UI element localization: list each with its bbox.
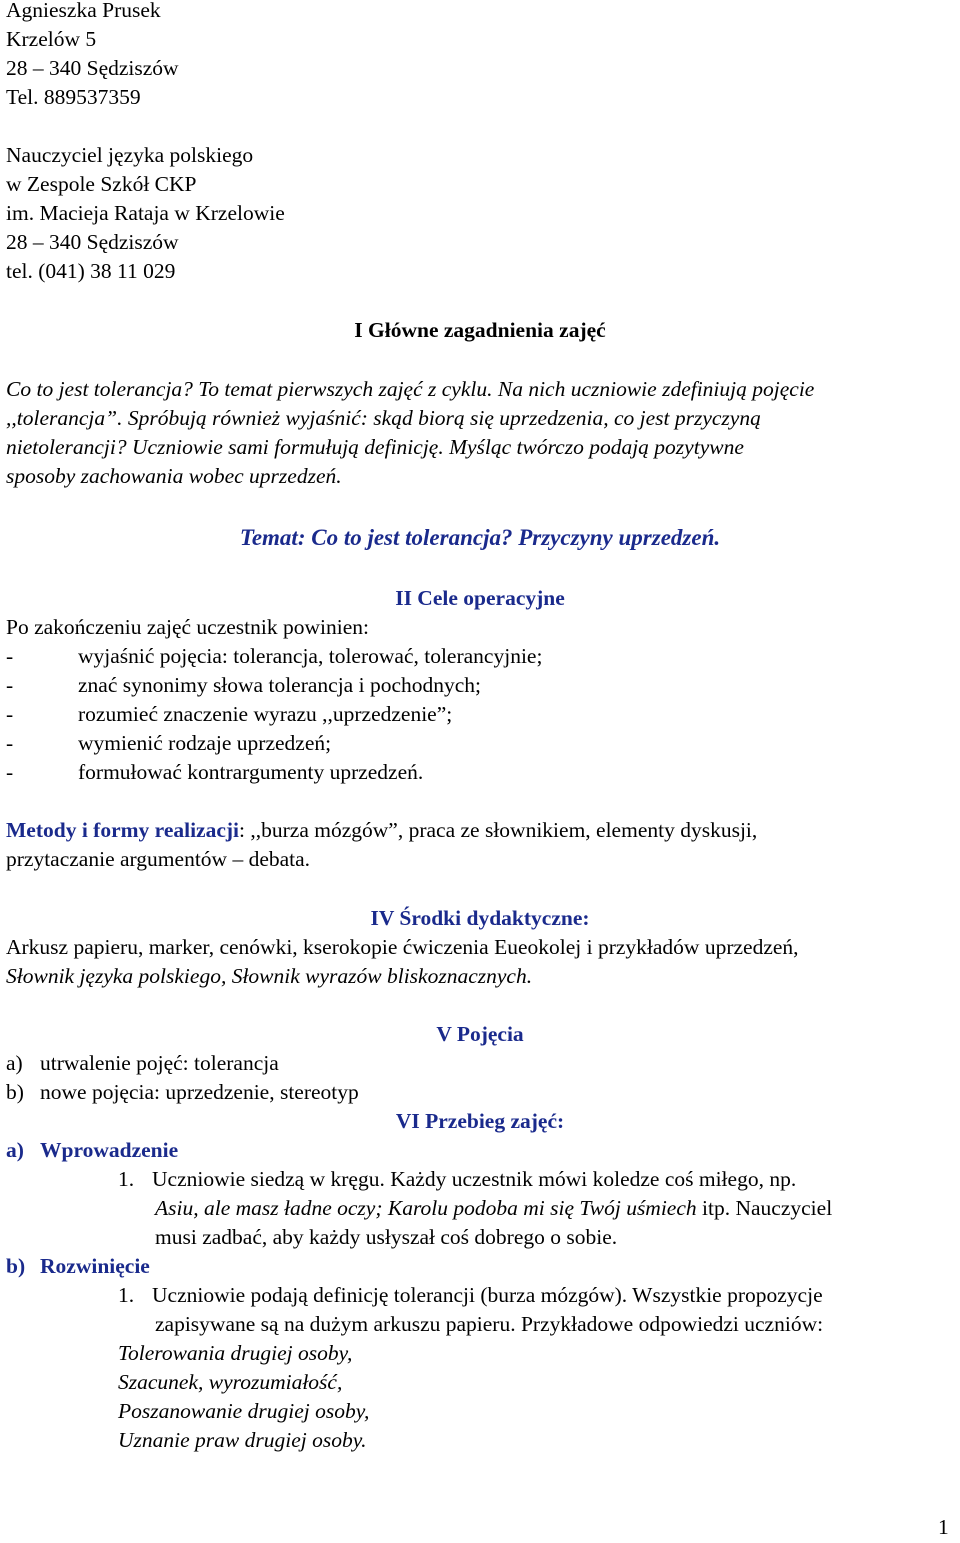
stage-b-item-1 xyxy=(118,1281,823,1310)
page-number: 1 xyxy=(938,1515,949,1539)
dash-bullet: - xyxy=(6,731,14,755)
list-number: 1. xyxy=(118,1283,135,1307)
methods-line-1 xyxy=(6,816,757,845)
section-1-heading: I Główne zagadnienia zajęć xyxy=(354,318,606,342)
stage-b-item-1-line-2: zapisywane są na dużym arkuszu papieru. Przykładowe odpowiedzi uczniów: xyxy=(155,1312,824,1336)
institution-line-2: w Zespole Szkół CKP xyxy=(6,172,197,196)
author-name: Agnieszka Prusek xyxy=(6,0,161,22)
goal-item xyxy=(6,758,946,787)
stage-b-title: Rozwinięcie xyxy=(40,1254,150,1278)
methods-text: : ,,burza mózgów”, praca ze słownikiem, elementy dyskusji, xyxy=(239,818,758,842)
student-answer: Szacunek, wyrozumiałość, xyxy=(118,1370,343,1394)
goal-item xyxy=(6,642,946,671)
section-1-line-4: sposoby zachowania wobec uprzedzeń. xyxy=(6,464,342,488)
section-4-line-2: Słownik języka polskiego, Słownik wyrazów bliskoznacznych. xyxy=(6,964,533,988)
section-5-heading: V Pojęcia xyxy=(436,1022,524,1046)
dash-bullet: - xyxy=(6,760,14,784)
goal-text: wymienić rodzaje uprzedzeń; xyxy=(78,731,332,755)
lesson-topic: Temat: Co to jest tolerancja? Przyczyny uprzedzeń. xyxy=(239,525,721,550)
section-6-heading: VI Przebieg zajęć: xyxy=(395,1109,565,1133)
stage-a-item-1-line-2 xyxy=(155,1194,832,1223)
author-phone: Tel. 889537359 xyxy=(6,85,141,109)
institution-line-3: im. Macieja Rataja w Krzelowie xyxy=(6,201,285,225)
student-answer: Uznanie praw drugiej osoby. xyxy=(118,1428,367,1452)
list-marker: a) xyxy=(6,1138,24,1162)
section-2-intro: Po zakończeniu zajęć uczestnik powinien: xyxy=(6,615,369,639)
goal-item xyxy=(6,729,946,758)
institution-line-5: tel. (041) 38 11 029 xyxy=(6,259,176,283)
stage-a-item-1-line-2-rest: itp. Nauczyciel xyxy=(696,1196,833,1220)
list-marker: b) xyxy=(6,1254,26,1278)
author-address-1: Krzelów 5 xyxy=(6,27,97,51)
stage-a-item-1 xyxy=(118,1165,796,1194)
list-marker: a) xyxy=(6,1051,23,1075)
stage-b-heading xyxy=(6,1252,150,1281)
goal-item xyxy=(6,700,946,729)
goal-text: formułować kontrargumenty uprzedzeń. xyxy=(78,760,424,784)
stage-a-item-1-line-1: Uczniowie siedzą w kręgu. Każdy uczestnik mówi koledze coś miłego, np. xyxy=(152,1167,797,1191)
dash-bullet: - xyxy=(6,644,14,668)
dash-bullet: - xyxy=(6,702,14,726)
section-4-heading: IV Środki dydaktyczne: xyxy=(370,906,590,930)
section-2-heading: II Cele operacyjne xyxy=(395,586,565,610)
goal-text: znać synonimy słowa tolerancja i pochodnych; xyxy=(78,673,482,697)
student-answer: Tolerowania drugiej osoby, xyxy=(118,1341,353,1365)
stage-a-item-1-line-3: musi zadbać, aby każdy usłyszał coś dobrego o sobie. xyxy=(155,1225,618,1249)
section-4-line-1: Arkusz papieru, marker, cenówki, kserokopie ćwiczenia Eueokolej i przykładów uprzedzeń, xyxy=(6,935,799,959)
concept-b-text: nowe pojęcia: uprzedzenie, stereotyp xyxy=(40,1080,359,1104)
concept-a xyxy=(6,1049,279,1078)
goal-item xyxy=(6,671,946,700)
concept-a-text: utrwalenie pojęć: tolerancja xyxy=(40,1051,279,1075)
author-address-2: 28 – 340 Sędziszów xyxy=(6,56,179,80)
concept-b xyxy=(6,1078,359,1107)
example-compliments: Asiu, ale masz ładne oczy; Karolu podoba mi się Twój uśmiech xyxy=(155,1196,697,1220)
goal-text: rozumieć znaczenie wyrazu ,,uprzedzenie”; xyxy=(78,702,453,726)
methods-label: Metody i formy realizacji xyxy=(6,818,240,842)
goal-text: wyjaśnić pojęcia: tolerancja, tolerować, tolerancyjnie; xyxy=(78,644,543,668)
methods-line-2: przytaczanie argumentów – debata. xyxy=(6,847,311,871)
stage-b-item-1-line-1: Uczniowie podają definicję tolerancji (burza mózgów). Wszystkie propozycje xyxy=(152,1283,823,1307)
section-1-line-1: Co to jest tolerancja? To temat pierwszych zajęć z cyklu. Na nich uczniowie zdefiniują pojęcie xyxy=(6,377,815,401)
stage-a-title: Wprowadzenie xyxy=(40,1138,179,1162)
list-marker: b) xyxy=(6,1080,24,1104)
institution-line-1: Nauczyciel języka polskiego xyxy=(6,143,254,167)
student-answer: Poszanowanie drugiej osoby, xyxy=(118,1399,370,1423)
section-1-line-2: ,,tolerancja”. Spróbują również wyjaśnić: skąd biorą się uprzedzenia, co jest przyczyną xyxy=(6,406,761,430)
dash-bullet: - xyxy=(6,673,14,697)
section-1-line-3: nietolerancji? Uczniowie sami formułują definicję. Myśląc twórczo podają pozytywne xyxy=(6,435,744,459)
stage-a-heading xyxy=(6,1136,178,1165)
institution-line-4: 28 – 340 Sędziszów xyxy=(6,230,179,254)
list-number: 1. xyxy=(118,1167,135,1191)
